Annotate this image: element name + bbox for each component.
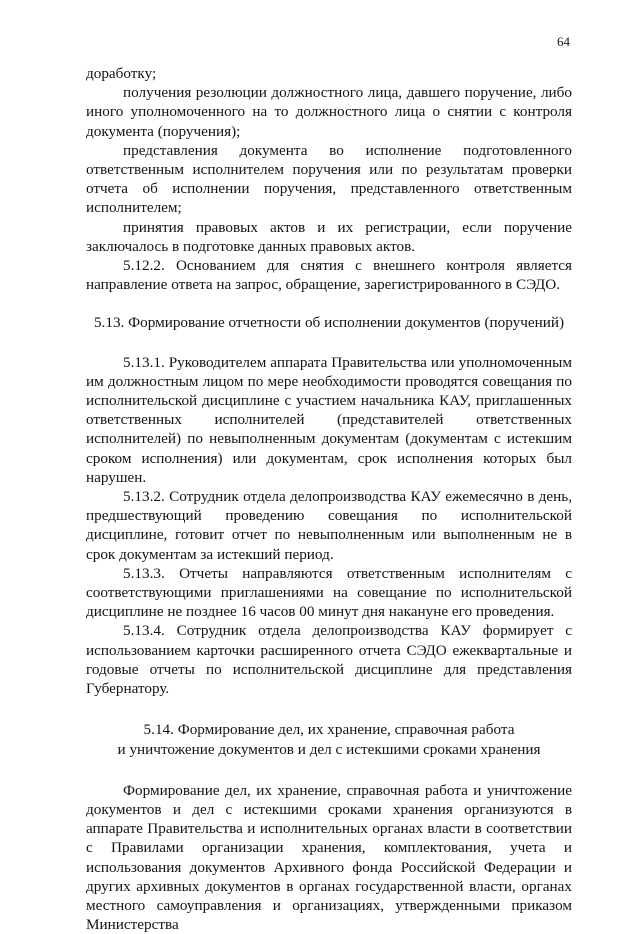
spacer: [86, 333, 572, 353]
list-item-submission: представления документа во исполнение подготовленного ответственным исполнителем поручения или по результатам проверки отчета об исполнении поручения, представленного ответственным исполнителем;: [86, 141, 572, 217]
page-number: 64: [557, 34, 570, 49]
paragraph-5-13-2: 5.13.2. Сотрудник отдела делопроизводства КАУ ежемесячно в день, предшествующий проведению совещания по исполнительской дисциплине, готовит отчет по невыполненным или выполненным не в срок документам за истекший период.: [86, 488, 572, 563]
spacer: [86, 294, 572, 313]
spacer: [86, 759, 572, 781]
paragraph-5-13-1: 5.13.1. Руководителем аппарата Правительства или уполномоченным им должностным лицом по мере необходимости проводятся совещания по исполнительской дисциплине с участием начальника КАУ, приглашенных ответственных исполнителей (представителей ответственных исполнителей) по невыполненным документам (документам с истекшим сроком исполнения) или документам, срок исполнения которых был нарушен.: [86, 353, 572, 486]
paragraph-5-13-3: 5.13.3. Отчеты направляются ответственным исполнителям с соответствующими приглашениями на совещание по исполнительской дисциплине не позднее 16 часов 00 минут дня накануне его проведения.: [86, 564, 572, 621]
paragraph-5-13-4: 5.13.4. Сотрудник отдела делопроизводства КАУ формирует с использованием карточки расширенного отчета СЭДО ежеквартальные и годовые отчеты по исполнительской дисциплине для представления Губернатору.: [86, 622, 572, 698]
document-body: [86, 64, 572, 934]
list-item-continuation: доработку;: [86, 65, 157, 82]
section-heading-5-13: 5.13. Формирование отчетности об исполнении документов (поручений): [93, 314, 565, 332]
list-item-legal-acts: принятия правовых актов и их регистрации, если поручение заключалось в подготовке данных правовых актов.: [86, 218, 572, 255]
list-item-resolution: получения резолюции должностного лица, давшего поручение, либо иного уполномоченного на то должностного лица о снятии с контроля документа (поручения);: [86, 84, 572, 140]
section-heading-5-14-line-1: 5.14. Формирование дел, их хранение, справочная работа: [143, 721, 515, 739]
paragraph-5-14-body: Формирование дел, их хранение, справочная работа и уничтожение документов и дел с истекшими сроками хранения организуются в аппарате Правительства и исполнительных органах власти в соответствии с Правилами организации хранения, комплектования, учета и использования документов Архивного фонда Российской Федерации и других архивных документов в органах государственной власти, органах местного самоуправления и организациях, утвержденными приказом Министерства: [86, 781, 572, 934]
spacer: [86, 698, 572, 720]
paragraph-5-12-2: 5.12.2. Основанием для снятия с внешнего контроля является направление ответа на запрос, обращение, зарегистрированного в СЭДО.: [86, 257, 572, 294]
section-heading-5-14-line-2: и уничтожение документов и дел с истекшими сроками хранения: [117, 740, 541, 758]
